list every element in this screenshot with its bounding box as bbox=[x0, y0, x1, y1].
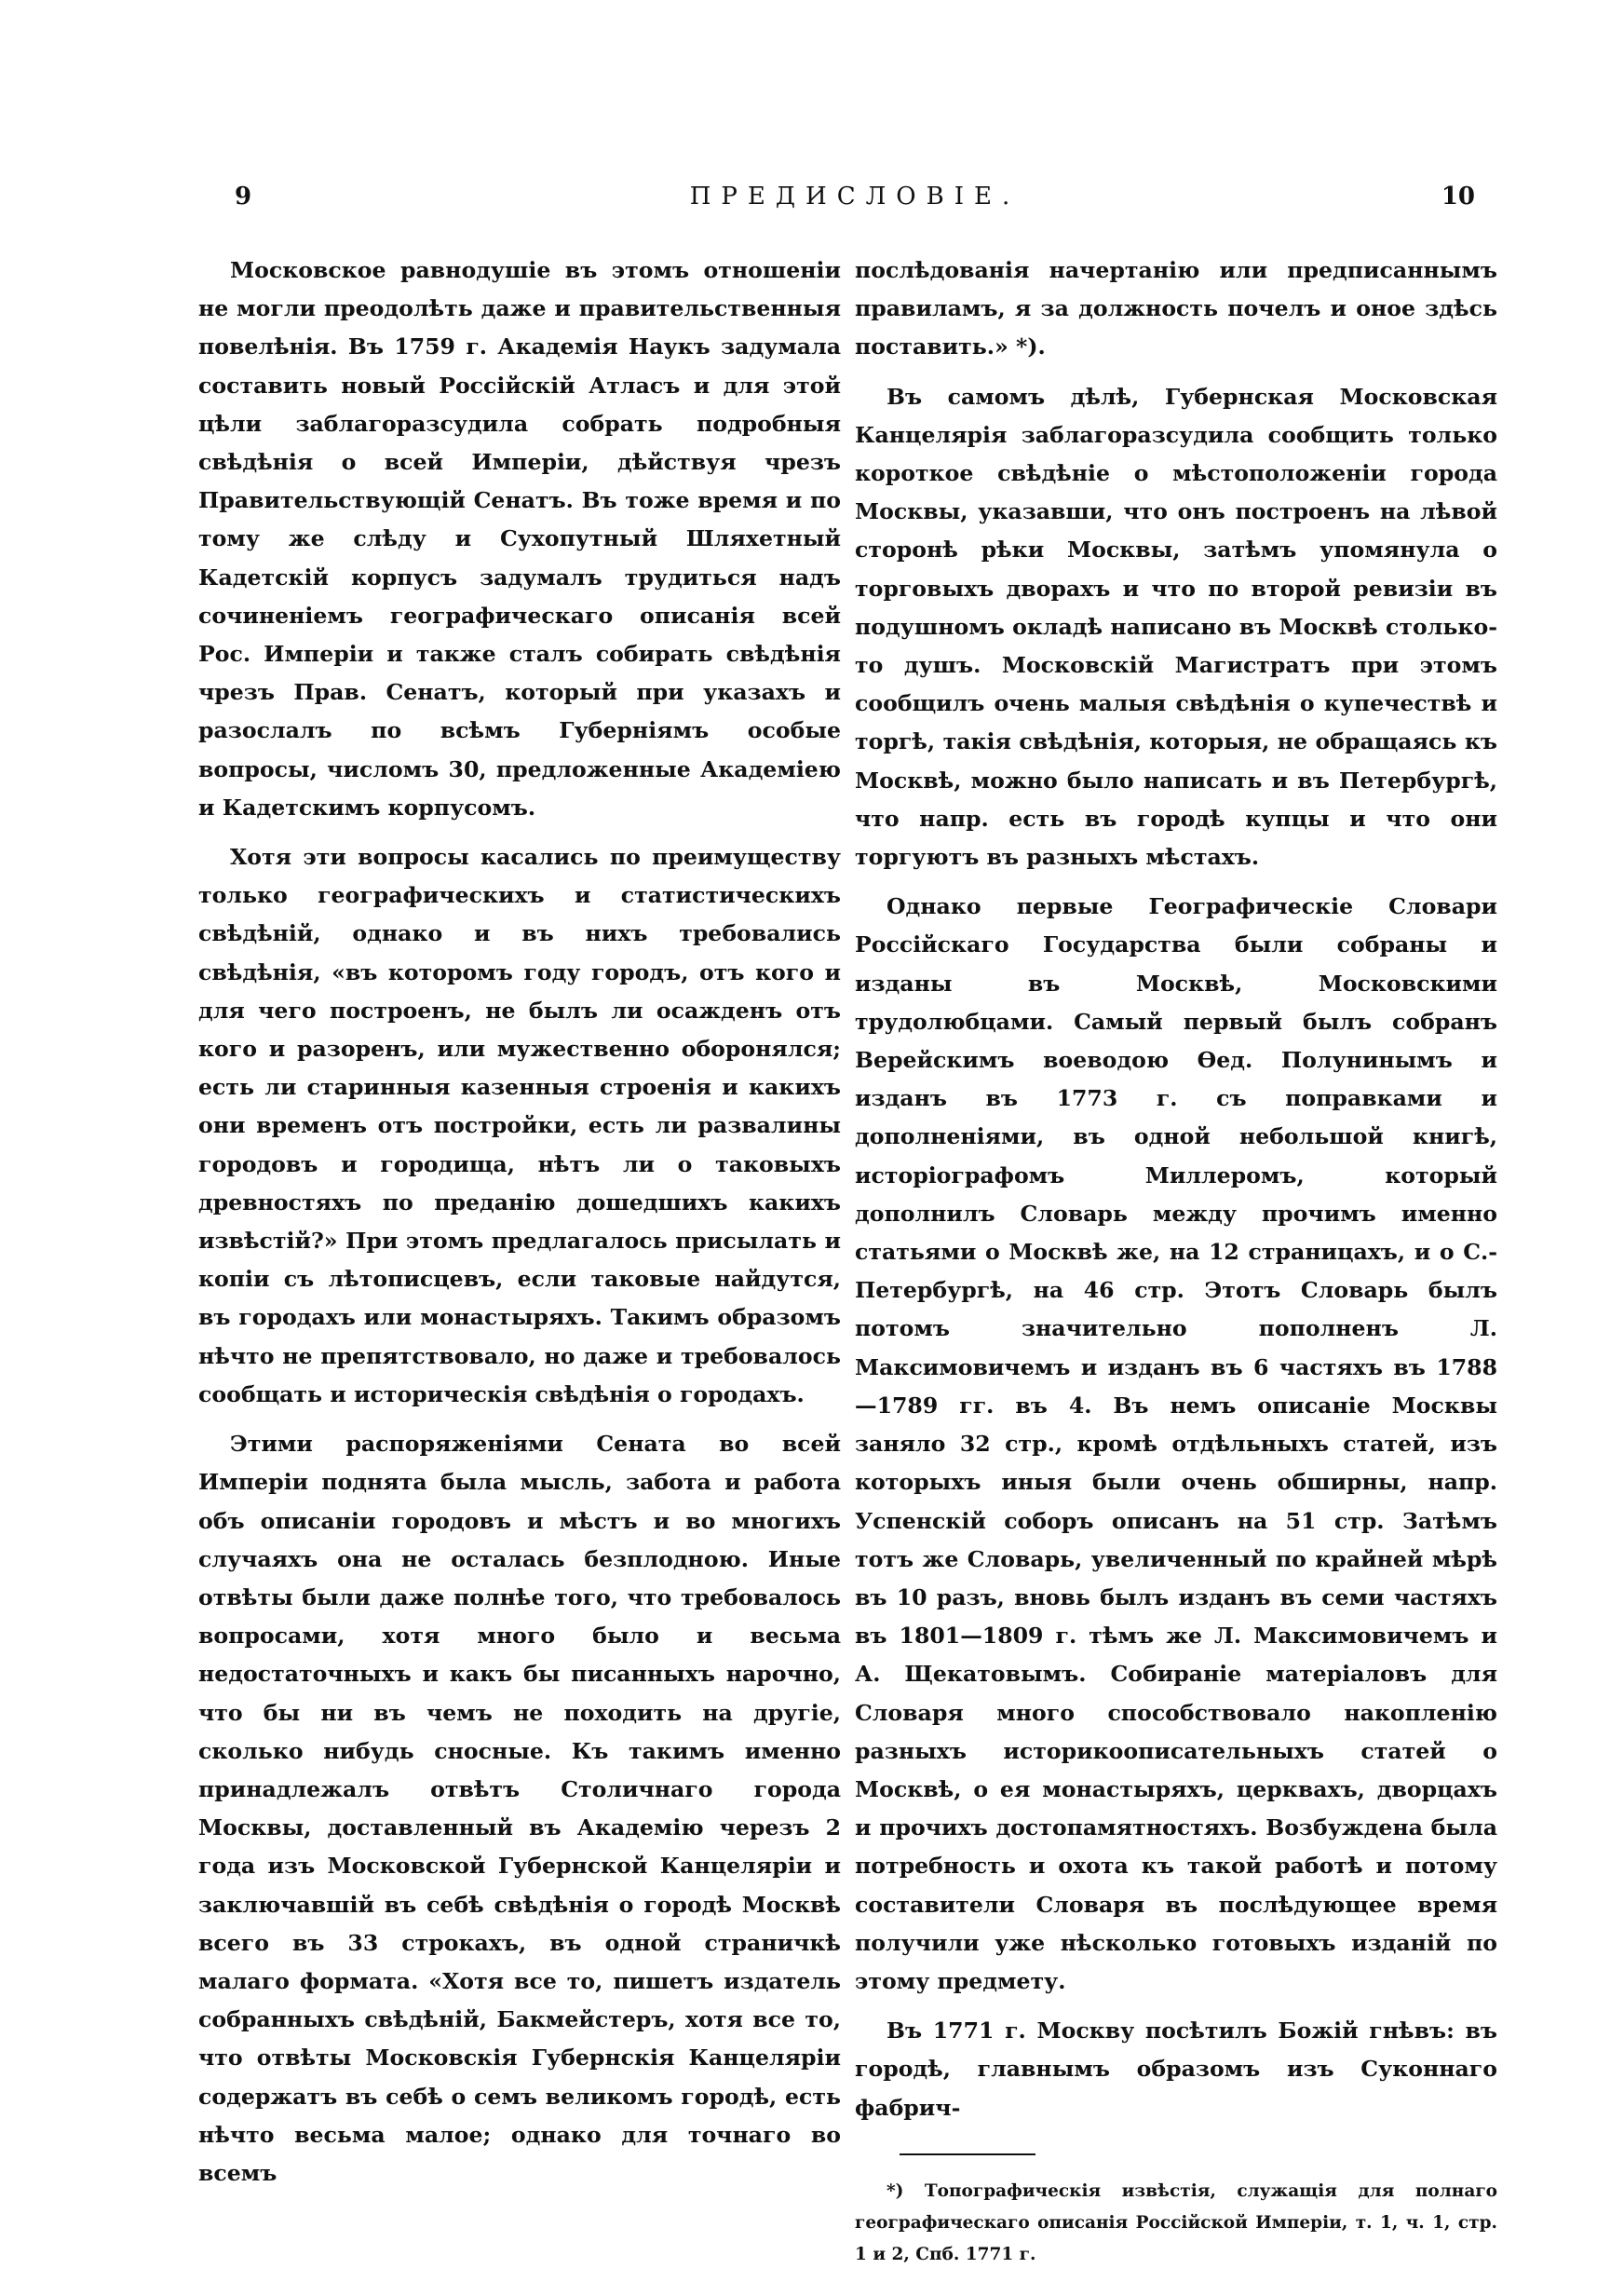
paragraph: Московское равнодушіе въ этомъ отношеніи не могли преодолѣть даже и правительственныя повелѣнія. Въ 1759 г. Академія Наукъ задумала составить новый Россійскій Атласъ и для этой цѣли заблагоразсудила собрать подробныя свѣдѣнія о всей Имперіи, дѣйствуя чрезъ Правительствующій Сенатъ. Въ тоже время и по тому же слѣду и Сухопутный Шляхетный Кадетскій корпусъ задумалъ трудиться надъ сочиненіемъ географическаго описанія всей Рос. Имперіи и также сталъ собирать свѣдѣнія чрезъ Прав. Сенатъ, который при указахъ и разослалъ по всѣмъ Губерніямъ особые вопросы, числомъ 30, предложенные Академіею и Кадетскимъ корпусомъ. bbox=[198, 257, 841, 821]
paragraph: Хотя эти вопросы касались по преимуществу только географическихъ и статистическихъ свѣдѣній, однако и въ нихъ требовались свѣдѣнія, «въ которомъ году городъ, отъ кого и для чего построенъ, не былъ ли осажденъ отъ кого и разоренъ, или мужественно оборонялся; есть ли старинныя казенныя строенія и какихъ они временъ отъ постройки, есть ли развалины городовъ и городища, нѣтъ ли о таковыхъ древностяхъ по преданію дошедшихъ какихъ извѣстій?» При этомъ предлагалось присылать и копіи съ лѣтописцевъ, если таковые найдутся, въ городахъ или монастыряхъ. Такимъ образомъ нѣчто не препятствовало, но даже и требовалось сообщать и историческія свѣдѣнія о городахъ. bbox=[198, 844, 841, 1407]
paragraph: Въ 1771 г. Москву посѣтилъ Божій гнѣвъ: въ городѣ, главнымъ образомъ изъ Суконнаго фабрич- bbox=[855, 2017, 1497, 2121]
running-head bbox=[235, 183, 1475, 220]
paragraph: Въ самомъ дѣлѣ, Губернская Московская Канцелярія заблагоразсудила сообщить только короткое свѣдѣніе о мѣстоположеніи города Москвы, указавши, что онъ построенъ на лѣвой сторонѣ рѣки Москвы, затѣмъ упомянула о торговыхъ дворахъ и что по второй ревизіи въ подушномъ окладѣ написано въ Москвѣ столько-то душъ. Московскій Магистратъ при этомъ сообщилъ очень малыя свѣдѣнія о купечествѣ и торгѣ, такія свѣдѣнія, которыя, не обращаясь къ Москвѣ, можно было написать и въ Петербургѣ, что напр. есть въ городѣ купцы и что они торгуютъ въ разныхъ мѣстахъ. bbox=[855, 383, 1497, 871]
right-column bbox=[855, 251, 1497, 2282]
paragraph: послѣдованія начертанію или предписаннымъ правиламъ, я за должность почелъ и оное здѣсь поставить.» *). bbox=[855, 257, 1497, 360]
running-title: ПРЕДИСЛОВІЕ. bbox=[689, 183, 1021, 211]
paragraph: Однако первые Географическіе Словари Россійскаго Государства были собраны и изданы въ Москвѣ, Московскими трудолюбцами. Самый первый былъ собранъ Верейскимъ воеводою Ѳед. Полунинымъ и изданъ въ 1773 г. съ поправками и дополненіями, въ одной небольшой книгѣ, исторіографомъ Миллеромъ, который дополнилъ Словарь между прочимъ именно статьями о Москвѣ же, на 12 страницахъ, и о С.-Петербургѣ, на 46 стр. Этотъ Словарь былъ потомъ значительно пополненъ Л. Максимовичемъ и изданъ въ 6 частяхъ въ 1788—1789 гг. въ 4. Въ немъ описаніе Москвы заняло 32 стр., кромѣ отдѣльныхъ статей, изъ которыхъ иныя были очень обширны, напр. Успенскій соборъ описанъ на 51 стр. Затѣмъ тотъ же Словарь, увеличенный по крайней мѣрѣ въ 10 разъ, вновь былъ изданъ въ семи частяхъ въ 1801—1809 г. тѣмъ же Л. Максимовичемъ и А. Щекатовымъ. Собираніе матеріаловъ для Словаря много способствовало накопленію разныхъ историкоописательныхъ статей о Москвѣ, о ея монастыряхъ, церквахъ, дворцахъ и прочихъ достопамятностяхъ. Возбуждена была потребность и охота къ такой работѣ и потому составители Словаря въ послѣдующее время получили уже нѣсколько готовыхъ изданій по этому предмету. bbox=[855, 893, 1497, 1994]
footnote: *) Топографическія извѣстія, служащія для полнаго географическаго описанія Россійской Имперіи, т. 1, ч. 1, стр. 1 и 2, Спб. 1771 г. bbox=[855, 2180, 1497, 2264]
paragraph: Этими распоряженіями Сената во всей Имперіи поднята была мысль, забота и работа объ описаніи городовъ и мѣстъ и во многихъ случаяхъ она не осталась безплодною. Иные отвѣты были даже полнѣе того, что требовалось вопросами, хотя много было и весьма недостаточныхъ и какъ бы писанныхъ нарочно, что бы ни въ чемъ не походить на другіе, сколько нибудь сносные. Къ такимъ именно принадлежалъ отвѣтъ Столичнаго города Москвы, доставленный въ Академію черезъ 2 года изъ Московской Губернской Канцеляріи и заключавшій въ себѣ свѣдѣнія о городѣ Москвѣ всего въ 33 строкахъ, въ одной страничкѣ малаго формата. «Хотя все то, пишетъ издатель собранныхъ свѣдѣній, Бакмейстеръ, хотя все то, что отвѣты Московскія Губернскія Канцеляріи содержатъ въ себѣ о семъ великомъ городѣ, есть нѣчто весьма малое; однако для точнаго во всемъ bbox=[198, 1431, 841, 2186]
footnote-divider bbox=[900, 2153, 1035, 2155]
page-number-right: 10 bbox=[1441, 183, 1475, 211]
page-number-left: 9 bbox=[235, 183, 252, 211]
left-column bbox=[198, 251, 841, 2204]
